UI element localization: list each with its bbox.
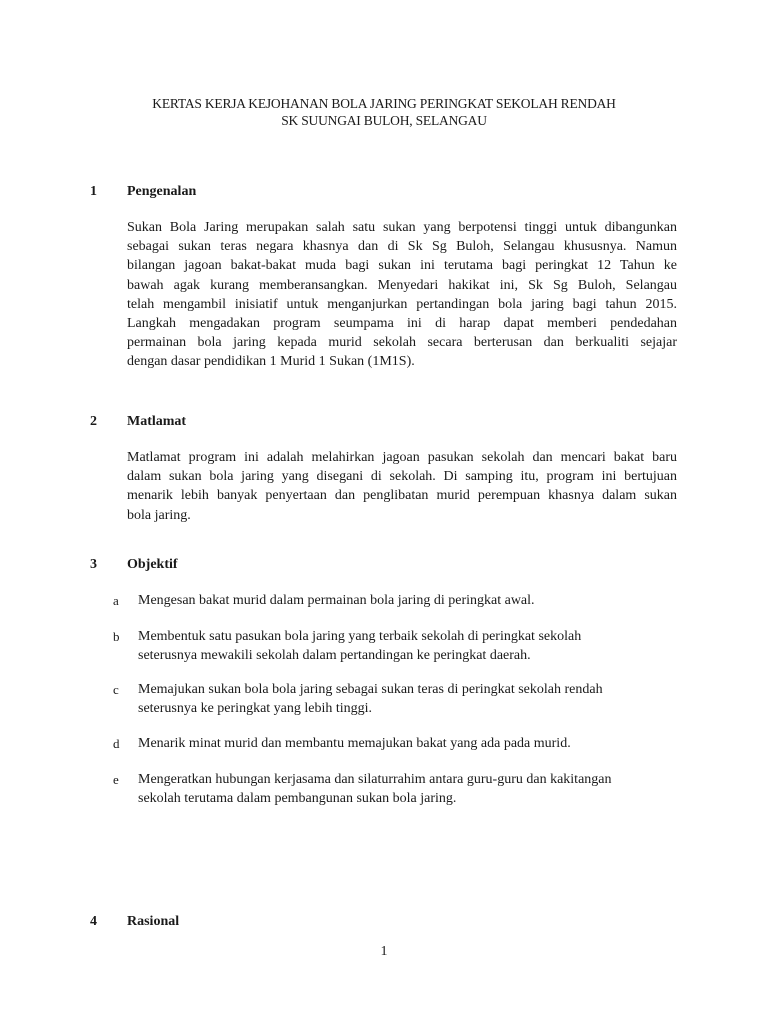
paragraph-line: telah mengambil inisiatif untuk menganjurkan pertandingan bola jaring bagi tahun 2015.	[127, 296, 677, 312]
list-item-line: Mengesan bakat murid dalam permainan bola jaring di peringkat awal.	[138, 593, 535, 608]
paragraph-line: dengan dasar pendidikan 1 Murid 1 Sukan (1M1S).	[127, 354, 415, 370]
paragraph-line: sebagai sukan teras negara khasnya dan di Sk Sg Buloh, Selangau khususnya. Namun	[127, 239, 677, 255]
list-item-letter: a	[113, 593, 119, 608]
list-item	[138, 771, 678, 808]
section-number: 3	[90, 557, 97, 572]
section-heading-matlamat: Matlamat	[127, 414, 187, 429]
paragraph-line: bawah agak kurang memberansangkan. Menyedari hakikat ini, Sk Sg Buloh, Selangau	[127, 277, 677, 293]
list-item-letter: c	[113, 682, 119, 697]
paragraph-line: bola jaring.	[127, 507, 191, 523]
list-item-line: Menarik minat murid dan membantu memajukan bakat yang ada pada murid.	[138, 736, 571, 751]
section-heading-rasional: Rasional	[127, 914, 180, 929]
list-item	[138, 735, 678, 754]
list-item-letter: e	[113, 772, 119, 787]
document-title-line-1: KERTAS KERJA KEJOHANAN BOLA JARING PERINGKAT SEKOLAH RENDAH	[152, 96, 616, 111]
list-item-line: Membentuk satu pasukan bola jaring yang terbaik sekolah di peringkat sekolah	[138, 629, 582, 644]
paragraph-line: permainan bola jaring kepada murid sekolah secara berterusan dan berkualiti sejajar	[127, 335, 677, 351]
section-heading-objektif: Objektif	[127, 557, 178, 572]
list-item-line: Memajukan sukan bola bola jaring sebagai sukan teras di peringkat sekolah rendah	[138, 682, 603, 697]
section-paragraph-pengenalan	[127, 218, 677, 372]
paragraph-line: Langkah mengadakan program seumpama ini di harap dapat memberi pendedahan	[127, 316, 677, 332]
list-item-line: sekolah terutama dalam pembangunan sukan bola jaring.	[138, 790, 457, 806]
list-item	[138, 592, 678, 611]
section-paragraph-matlamat	[127, 448, 677, 525]
list-item-line: seterusnya ke peringkat yang lebih tinggi.	[138, 700, 373, 716]
list-item	[138, 628, 678, 665]
list-item-line: seterusnya mewakili sekolah dalam pertandingan ke peringkat daerah.	[138, 647, 531, 663]
page-number: 1	[380, 944, 388, 959]
list-item-line: Mengeratkan hubungan kerjasama dan silaturrahim antara guru-guru dan kakitangan	[138, 772, 612, 787]
list-item-letter: d	[113, 736, 120, 751]
paragraph-line: bilangan jagoan bakat-bakat muda bagi sukan ini terutama bagi peringkat 12 Tahun ke	[127, 258, 677, 274]
list-item-letter: b	[113, 629, 120, 644]
section-number: 4	[90, 914, 97, 929]
paragraph-line: menarik lebih banyak penyertaan dan penglibatan murid perempuan khasnya dalam sukan	[127, 488, 677, 504]
paragraph-line: Matlamat program ini adalah melahirkan jagoan pasukan sekolah dan mencari bakat baru	[127, 450, 677, 465]
paragraph-line: Sukan Bola Jaring merupakan salah satu sukan yang berpotensi tinggi untuk dibangunkan	[127, 220, 677, 235]
section-number: 2	[90, 414, 97, 429]
section-heading-pengenalan: Pengenalan	[127, 184, 197, 199]
list-item	[138, 681, 678, 718]
paragraph-line: dalam sukan bola jaring yang disegani di sekolah. Di samping itu, program ini bertujuan	[127, 469, 677, 485]
section-number: 1	[90, 184, 97, 199]
document-title-line-2: SK SUUNGAI BULOH, SELANGAU	[281, 113, 487, 128]
